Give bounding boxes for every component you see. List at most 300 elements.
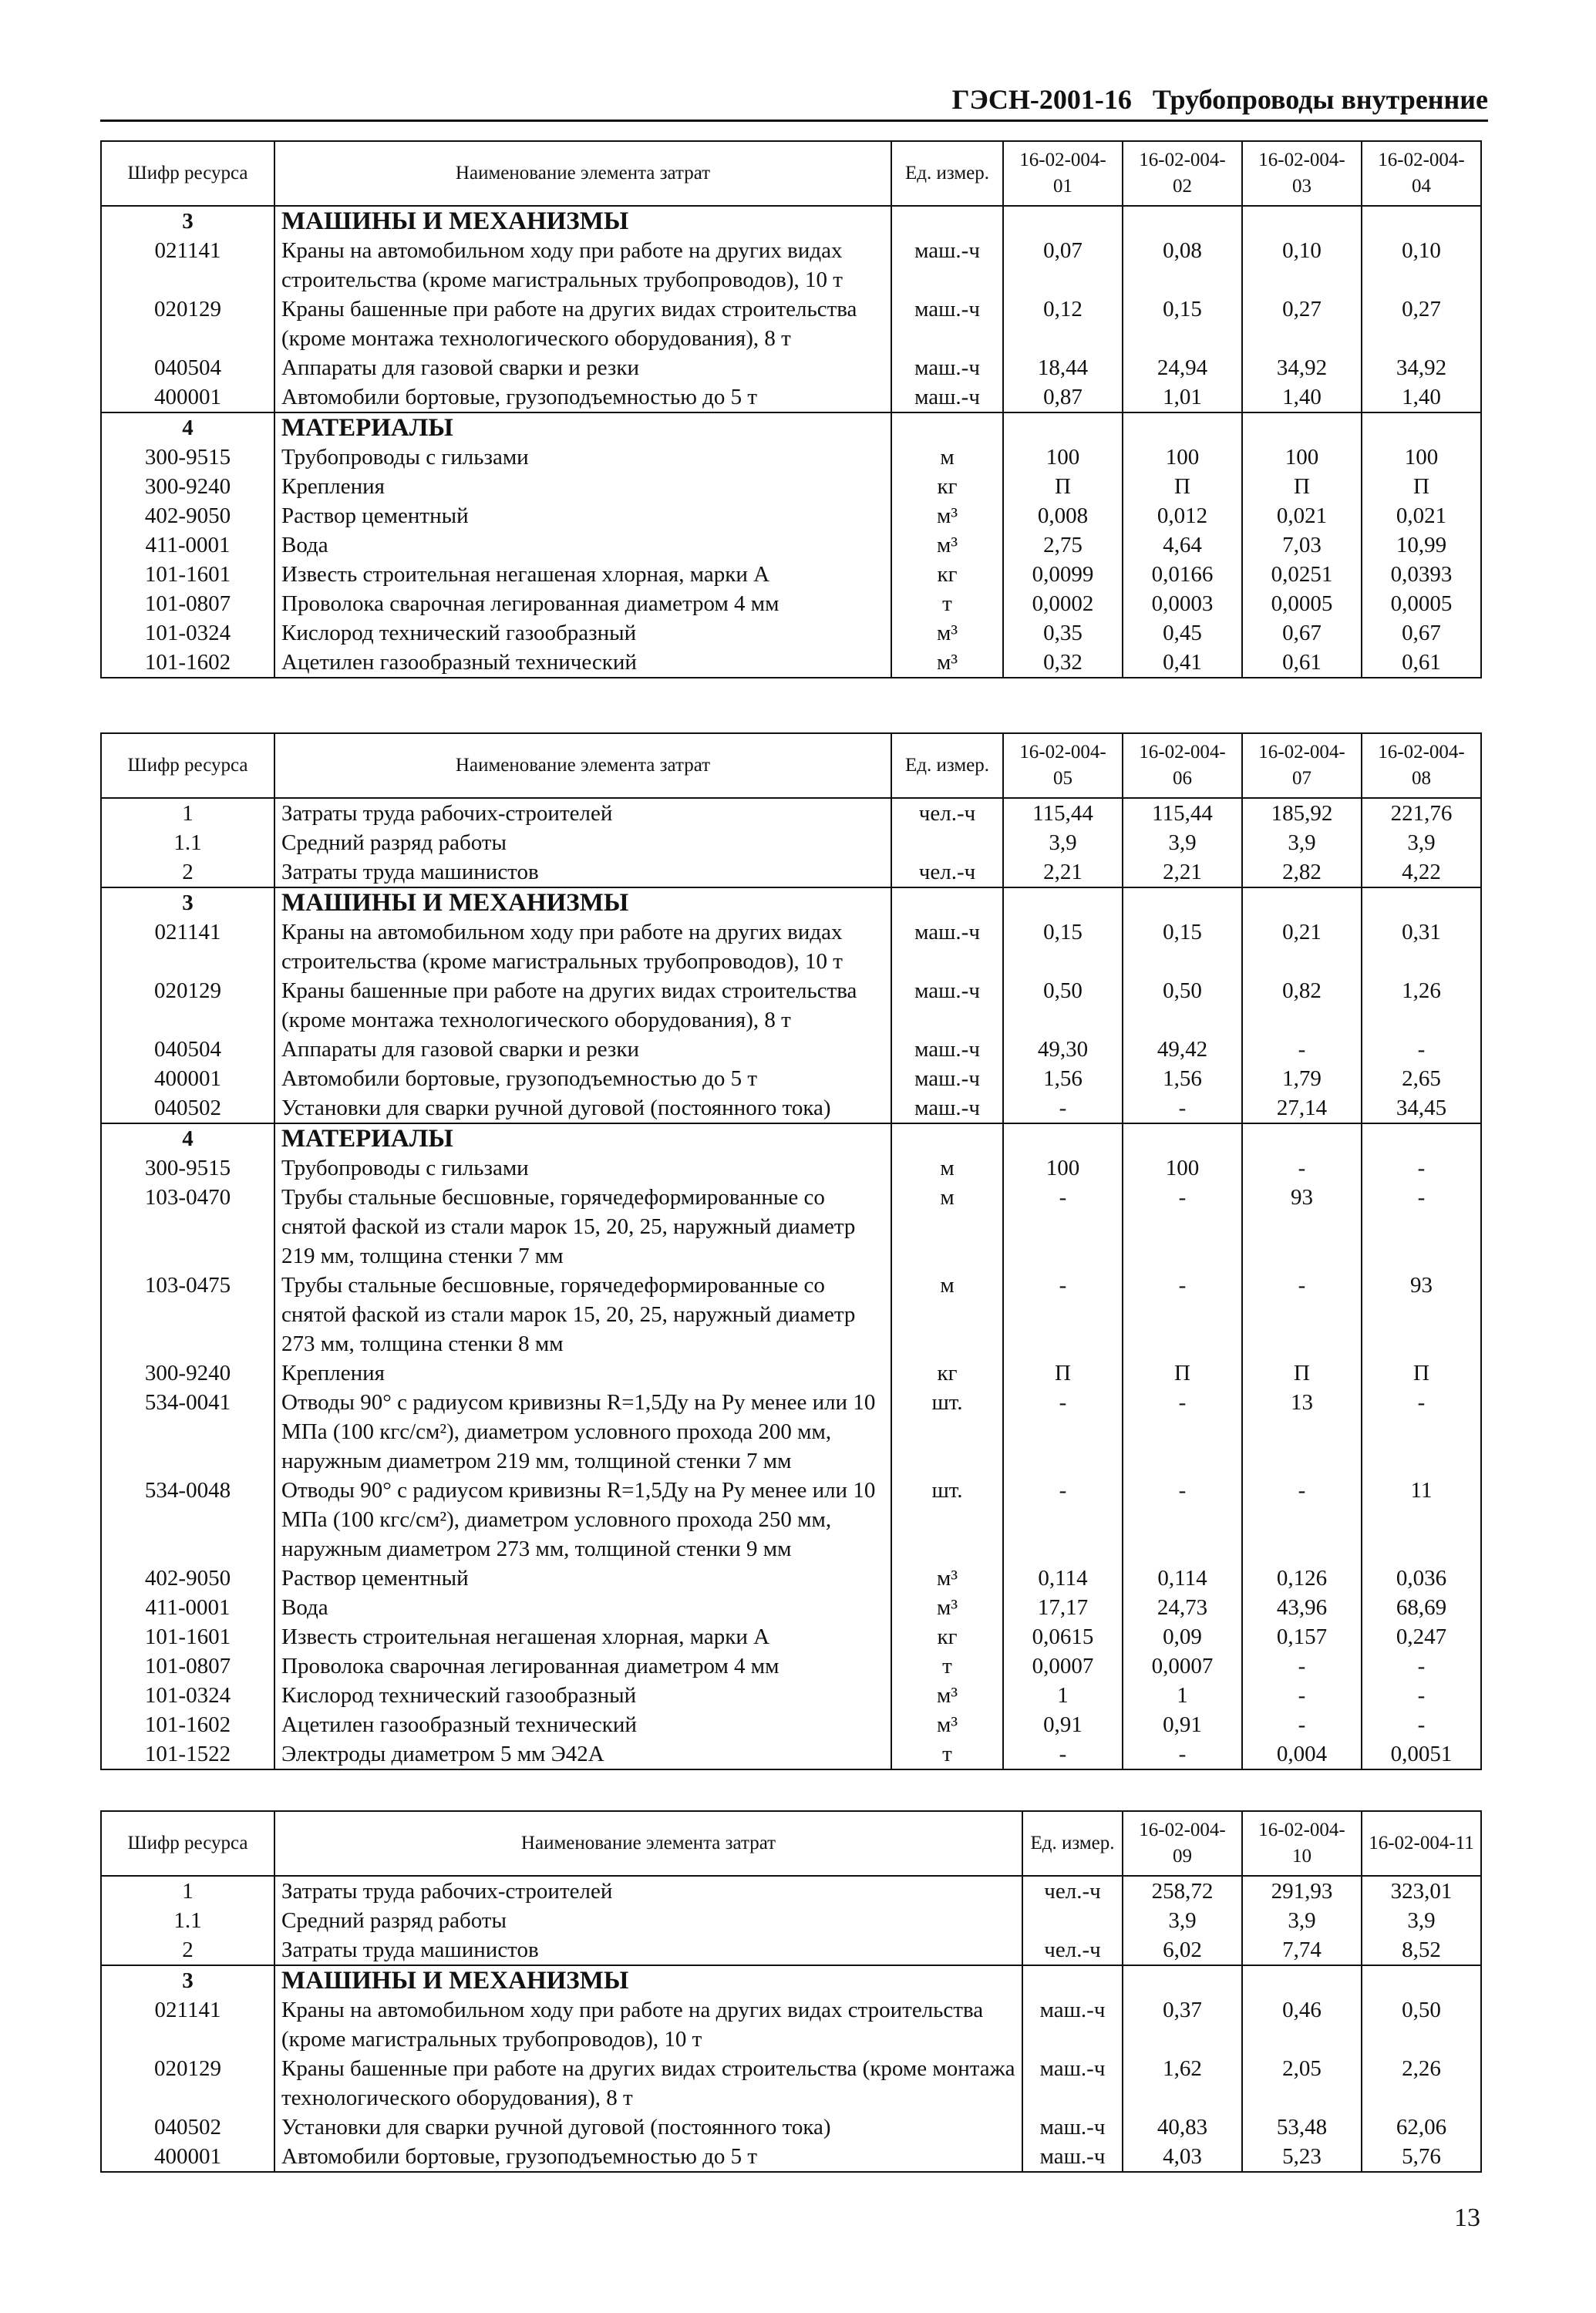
value-cell: 0,0002 <box>1003 589 1123 618</box>
value-cell: 0,67 <box>1362 618 1481 648</box>
value-cell: 0,15 <box>1123 917 1242 976</box>
value-cell: 3,9 <box>1362 828 1481 857</box>
value-cell: 0,0003 <box>1123 589 1242 618</box>
unit-cell: чел.-ч <box>891 857 1003 887</box>
value-cell: - <box>1242 1681 1362 1710</box>
column-header-norm: 16-02-004-03 <box>1242 141 1362 206</box>
resource-name: Краны на автомобильном ходу при работе на других видах строительства (кроме магистральных трубопроводов), 10 т <box>274 917 891 976</box>
value-cell: 0,45 <box>1123 618 1242 648</box>
table-row <box>101 353 1481 382</box>
unit-cell: маш.-ч <box>891 295 1003 353</box>
value-cell: 53,48 <box>1242 2113 1362 2142</box>
value-cell: 5,76 <box>1362 2142 1481 2172</box>
table-row <box>101 1153 1481 1183</box>
resource-code: 3 <box>101 1965 274 1995</box>
table-row <box>101 1935 1481 1965</box>
value-cell: 11 <box>1362 1476 1481 1564</box>
unit-cell <box>891 1123 1003 1153</box>
value-cell: - <box>1362 1183 1481 1271</box>
unit-cell: шт. <box>891 1476 1003 1564</box>
value-cell: 0,31 <box>1362 917 1481 976</box>
section-row <box>101 206 1481 236</box>
resource-code: 534-0041 <box>101 1388 274 1476</box>
value-cell: 17,17 <box>1003 1593 1123 1622</box>
resource-code: 101-0807 <box>101 1651 274 1681</box>
resource-name: Аппараты для газовой сварки и резки <box>274 353 891 382</box>
resource-name: Трубы стальные бесшовные, горячедеформированные со снятой фаской из стали марок 15, 20, 25, наружный диаметр 219 мм, толщина стенки 7 мм <box>274 1183 891 1271</box>
value-cell <box>1003 412 1123 443</box>
resource-code: 400001 <box>101 2142 274 2172</box>
table-row <box>101 1995 1481 2054</box>
value-cell: 0,35 <box>1003 618 1123 648</box>
value-cell: 0,27 <box>1242 295 1362 353</box>
value-cell: 0,41 <box>1123 648 1242 678</box>
resource-code: 2 <box>101 857 274 887</box>
unit-cell: т <box>891 1739 1003 1769</box>
value-cell: - <box>1003 1093 1123 1123</box>
value-cell: 100 <box>1242 443 1362 472</box>
value-cell: П <box>1003 472 1123 501</box>
resource-name: Краны на автомобильном ходу при работе на других видах строительства (кроме магистральных трубопроводов), 10 т <box>274 236 891 295</box>
table-row <box>101 1739 1481 1769</box>
value-cell: 0,15 <box>1003 917 1123 976</box>
resource-code: 4 <box>101 1123 274 1153</box>
table-row <box>101 2142 1481 2172</box>
unit-cell: маш.-ч <box>1022 2113 1123 2142</box>
resource-name: Трубопроводы с гильзами <box>274 443 891 472</box>
document-code: ГЭСН-2001-16 <box>951 84 1132 115</box>
value-cell: 0,87 <box>1003 382 1123 412</box>
value-cell: - <box>1362 1153 1481 1183</box>
resource-name: Проволока сварочная легированная диаметром 4 мм <box>274 1651 891 1681</box>
section-row <box>101 1123 1481 1153</box>
value-cell <box>1003 887 1123 917</box>
value-cell: 0,247 <box>1362 1622 1481 1651</box>
value-cell: 0,126 <box>1242 1564 1362 1593</box>
resource-name: Затраты труда машинистов <box>274 1935 1022 1965</box>
unit-cell: кг <box>891 1622 1003 1651</box>
resource-table-3 <box>100 1810 1482 2173</box>
section-title: МАШИНЫ И МЕХАНИЗМЫ <box>274 1965 1022 1995</box>
resource-code: 400001 <box>101 382 274 412</box>
resource-name: Краны башенные при работе на других видах строительства (кроме монтажа технологического оборудования), 8 т <box>274 2054 1022 2113</box>
value-cell: 0,004 <box>1242 1739 1362 1769</box>
table-row <box>101 857 1481 887</box>
resource-name: Крепления <box>274 472 891 501</box>
value-cell: - <box>1003 1271 1123 1359</box>
column-header-norm: 16-02-004-05 <box>1003 733 1123 798</box>
value-cell: 291,93 <box>1242 1876 1362 1906</box>
value-cell: 7,03 <box>1242 530 1362 560</box>
value-cell: - <box>1362 1681 1481 1710</box>
unit-cell: м <box>891 1271 1003 1359</box>
value-cell: 93 <box>1362 1271 1481 1359</box>
unit-cell: м³ <box>891 530 1003 560</box>
resource-code: 1 <box>101 798 274 828</box>
value-cell: 62,06 <box>1362 2113 1481 2142</box>
unit-cell: кг <box>891 560 1003 589</box>
value-cell: 0,0007 <box>1123 1651 1242 1681</box>
value-cell: - <box>1003 1183 1123 1271</box>
value-cell <box>1123 1965 1242 1995</box>
value-cell: 2,82 <box>1242 857 1362 887</box>
resource-code: 402-9050 <box>101 501 274 530</box>
value-cell: 0,07 <box>1003 236 1123 295</box>
column-header-name: Наименование элемента затрат <box>274 733 891 798</box>
value-cell <box>1123 1123 1242 1153</box>
value-cell: 115,44 <box>1123 798 1242 828</box>
table-row <box>101 976 1481 1035</box>
value-cell: 6,02 <box>1123 1935 1242 1965</box>
resource-code: 101-0324 <box>101 618 274 648</box>
resource-code: 020129 <box>101 295 274 353</box>
value-cell: 258,72 <box>1123 1876 1242 1906</box>
resource-code: 040504 <box>101 1035 274 1064</box>
column-header-code: Шифр ресурса <box>101 1811 274 1876</box>
resource-name: Раствор цементный <box>274 1564 891 1593</box>
resource-code: 101-0324 <box>101 1681 274 1710</box>
column-header-norm: 16-02-004-02 <box>1123 141 1242 206</box>
value-cell: 0,82 <box>1242 976 1362 1035</box>
value-cell: 34,92 <box>1362 353 1481 382</box>
unit-cell <box>891 412 1003 443</box>
resource-code: 040502 <box>101 2113 274 2142</box>
table-row <box>101 382 1481 412</box>
unit-cell: маш.-ч <box>891 382 1003 412</box>
unit-cell <box>891 828 1003 857</box>
value-cell: 40,83 <box>1123 2113 1242 2142</box>
resource-name: Краны башенные при работе на других видах строительства (кроме монтажа технологического оборудования), 8 т <box>274 976 891 1035</box>
value-cell: - <box>1242 1651 1362 1681</box>
value-cell: - <box>1242 1271 1362 1359</box>
value-cell: 0,021 <box>1242 501 1362 530</box>
value-cell: 10,99 <box>1362 530 1481 560</box>
value-cell: 49,42 <box>1123 1035 1242 1064</box>
value-cell: 100 <box>1123 443 1242 472</box>
column-header-norm: 16-02-004-04 <box>1362 141 1481 206</box>
column-header-name: Наименование элемента затрат <box>274 141 891 206</box>
unit-cell: т <box>891 589 1003 618</box>
value-cell <box>1362 887 1481 917</box>
resource-name: Установки для сварки ручной дуговой (постоянного тока) <box>274 1093 891 1123</box>
section-row <box>101 412 1481 443</box>
value-cell: 0,08 <box>1123 236 1242 295</box>
resource-code: 101-1522 <box>101 1739 274 1769</box>
table-row <box>101 560 1481 589</box>
value-cell: 0,10 <box>1362 236 1481 295</box>
table-row <box>101 1681 1481 1710</box>
resource-code: 400001 <box>101 1064 274 1093</box>
table-row <box>101 236 1481 295</box>
resource-name: Кислород технический газообразный <box>274 618 891 648</box>
resource-code: 300-9240 <box>101 1359 274 1388</box>
unit-cell: маш.-ч <box>891 1035 1003 1064</box>
table-row <box>101 1035 1481 1064</box>
value-cell <box>1362 1965 1481 1995</box>
value-cell: 1 <box>1003 1681 1123 1710</box>
column-header-norm: 16-02-004-08 <box>1362 733 1481 798</box>
resource-name: Автомобили бортовые, грузоподъемностью до 5 т <box>274 382 891 412</box>
value-cell: 1,79 <box>1242 1064 1362 1093</box>
unit-cell: чел.-ч <box>1022 1935 1123 1965</box>
table-row <box>101 648 1481 678</box>
value-cell: 0,09 <box>1123 1622 1242 1651</box>
table-header <box>101 1811 1481 1876</box>
value-cell: 1,01 <box>1123 382 1242 412</box>
value-cell <box>1003 1123 1123 1153</box>
value-cell: - <box>1242 1035 1362 1064</box>
column-header-code: Шифр ресурса <box>101 733 274 798</box>
column-header-unit: Ед. измер. <box>891 733 1003 798</box>
value-cell: 68,69 <box>1362 1593 1481 1622</box>
resource-code: 020129 <box>101 2054 274 2113</box>
value-cell: 0,036 <box>1362 1564 1481 1593</box>
resource-name: Вода <box>274 530 891 560</box>
value-cell: 0,0099 <box>1003 560 1123 589</box>
unit-cell: кг <box>891 472 1003 501</box>
resource-name: Электроды диаметром 5 мм Э42А <box>274 1739 891 1769</box>
table-row <box>101 1593 1481 1622</box>
resource-name: Аппараты для газовой сварки и резки <box>274 1035 891 1064</box>
value-cell <box>1362 412 1481 443</box>
resource-code: 2 <box>101 1935 274 1965</box>
unit-cell: м³ <box>891 618 1003 648</box>
table-row <box>101 589 1481 618</box>
resource-code: 1.1 <box>101 1906 274 1935</box>
value-cell: 0,157 <box>1242 1622 1362 1651</box>
table-row <box>101 443 1481 472</box>
value-cell: 0,0393 <box>1362 560 1481 589</box>
resource-code: 101-1602 <box>101 1710 274 1739</box>
resource-name: Краны башенные при работе на других видах строительства (кроме монтажа технологического оборудования), 8 т <box>274 295 891 353</box>
resource-name: Проволока сварочная легированная диаметром 4 мм <box>274 589 891 618</box>
value-cell: 3,9 <box>1242 1906 1362 1935</box>
unit-cell: маш.-ч <box>1022 2142 1123 2172</box>
resource-code: 300-9515 <box>101 443 274 472</box>
resource-code: 3 <box>101 206 274 236</box>
value-cell <box>1123 412 1242 443</box>
resource-code: 534-0048 <box>101 1476 274 1564</box>
value-cell: 0,008 <box>1003 501 1123 530</box>
unit-cell: маш.-ч <box>1022 1995 1123 2054</box>
resource-name: Ацетилен газообразный технический <box>274 648 891 678</box>
value-cell: 0,27 <box>1362 295 1481 353</box>
value-cell: - <box>1003 1476 1123 1564</box>
value-cell: 49,30 <box>1003 1035 1123 1064</box>
unit-cell: маш.-ч <box>891 236 1003 295</box>
table-row <box>101 917 1481 976</box>
unit-cell: чел.-ч <box>1022 1876 1123 1906</box>
section-row <box>101 1965 1481 1995</box>
value-cell: П <box>1362 1359 1481 1388</box>
section-title: МАШИНЫ И МЕХАНИЗМЫ <box>274 206 891 236</box>
value-cell: 3,9 <box>1123 1906 1242 1935</box>
unit-cell: м³ <box>891 1564 1003 1593</box>
value-cell: 4,03 <box>1123 2142 1242 2172</box>
value-cell: - <box>1362 1651 1481 1681</box>
unit-cell: м <box>891 443 1003 472</box>
value-cell: 0,0051 <box>1362 1739 1481 1769</box>
value-cell: 0,12 <box>1003 295 1123 353</box>
value-cell: 1,26 <box>1362 976 1481 1035</box>
unit-cell <box>1022 1965 1123 1995</box>
value-cell: П <box>1123 1359 1242 1388</box>
value-cell: П <box>1362 472 1481 501</box>
table-row <box>101 501 1481 530</box>
value-cell <box>1242 887 1362 917</box>
page-number: 13 <box>1454 2204 1480 2232</box>
value-cell: 1,62 <box>1123 2054 1242 2113</box>
column-header-norm: 16-02-004-07 <box>1242 733 1362 798</box>
value-cell: 27,14 <box>1242 1093 1362 1123</box>
value-cell: - <box>1242 1476 1362 1564</box>
value-cell: 0,91 <box>1003 1710 1123 1739</box>
value-cell: 2,65 <box>1362 1064 1481 1093</box>
value-cell: 18,44 <box>1003 353 1123 382</box>
value-cell: 0,0005 <box>1242 589 1362 618</box>
value-cell: 8,52 <box>1362 1935 1481 1965</box>
value-cell <box>1242 206 1362 236</box>
value-cell: 0,0007 <box>1003 1651 1123 1681</box>
unit-cell: м³ <box>891 648 1003 678</box>
section-title: МАТЕРИАЛЫ <box>274 1123 891 1153</box>
resource-code: 4 <box>101 412 274 443</box>
value-cell: 24,94 <box>1123 353 1242 382</box>
resource-table-2 <box>100 732 1482 1770</box>
unit-cell: шт. <box>891 1388 1003 1476</box>
value-cell: 3,9 <box>1123 828 1242 857</box>
table-row <box>101 2054 1481 2113</box>
resource-name: Крепления <box>274 1359 891 1388</box>
value-cell: 13 <box>1242 1388 1362 1476</box>
value-cell: - <box>1003 1388 1123 1476</box>
document-title: Трубопроводы внутренние <box>1152 84 1488 115</box>
resource-name: Трубы стальные бесшовные, горячедеформированные со снятой фаской из стали марок 15, 20, 25, наружный диаметр 273 мм, толщина стенки 8 мм <box>274 1271 891 1359</box>
value-cell: 3,9 <box>1242 828 1362 857</box>
table-header <box>101 141 1481 206</box>
value-cell: 7,74 <box>1242 1935 1362 1965</box>
value-cell: 221,76 <box>1362 798 1481 828</box>
resource-name: Кислород технический газообразный <box>274 1681 891 1710</box>
value-cell: 2,21 <box>1123 857 1242 887</box>
value-cell: 0,32 <box>1003 648 1123 678</box>
value-cell: - <box>1362 1710 1481 1739</box>
value-cell: 0,50 <box>1123 976 1242 1035</box>
value-cell <box>1123 887 1242 917</box>
value-cell: 34,45 <box>1362 1093 1481 1123</box>
section-title: МАТЕРИАЛЫ <box>274 412 891 443</box>
resource-code: 300-9515 <box>101 1153 274 1183</box>
unit-cell: маш.-ч <box>891 353 1003 382</box>
value-cell: 0,10 <box>1242 236 1362 295</box>
unit-cell: м <box>891 1153 1003 1183</box>
value-cell: 323,01 <box>1362 1876 1481 1906</box>
value-cell: 1 <box>1123 1681 1242 1710</box>
table-row <box>101 472 1481 501</box>
value-cell: 1,56 <box>1003 1064 1123 1093</box>
resource-name: Затраты труда рабочих-строителей <box>274 1876 1022 1906</box>
table-row <box>101 1064 1481 1093</box>
resource-code: 402-9050 <box>101 1564 274 1593</box>
value-cell: - <box>1362 1035 1481 1064</box>
unit-cell: кг <box>891 1359 1003 1388</box>
value-cell: - <box>1242 1153 1362 1183</box>
value-cell: П <box>1242 1359 1362 1388</box>
table-row <box>101 1651 1481 1681</box>
table-row <box>101 1359 1481 1388</box>
unit-cell: м³ <box>891 1593 1003 1622</box>
value-cell: 0,46 <box>1242 1995 1362 2054</box>
unit-cell: м³ <box>891 1681 1003 1710</box>
table-row <box>101 1876 1481 1906</box>
value-cell: - <box>1123 1476 1242 1564</box>
unit-cell: м³ <box>891 501 1003 530</box>
value-cell: 0,37 <box>1123 1995 1242 2054</box>
unit-cell: маш.-ч <box>891 1093 1003 1123</box>
value-cell <box>1242 412 1362 443</box>
value-cell: 3,9 <box>1003 828 1123 857</box>
unit-cell <box>891 206 1003 236</box>
resource-name: Ацетилен газообразный технический <box>274 1710 891 1739</box>
column-header-norm: 16-02-004-01 <box>1003 141 1123 206</box>
value-cell: 0,114 <box>1123 1564 1242 1593</box>
value-cell <box>1242 1965 1362 1995</box>
unit-cell: маш.-ч <box>1022 2054 1123 2113</box>
value-cell: 0,21 <box>1242 917 1362 976</box>
resource-code: 021141 <box>101 236 274 295</box>
value-cell: 0,114 <box>1003 1564 1123 1593</box>
value-cell: 1,56 <box>1123 1064 1242 1093</box>
table-row <box>101 1564 1481 1593</box>
resource-name: Средний разряд работы <box>274 1906 1022 1935</box>
unit-cell: т <box>891 1651 1003 1681</box>
value-cell: 2,75 <box>1003 530 1123 560</box>
value-cell: 0,61 <box>1362 648 1481 678</box>
resource-code: 1.1 <box>101 828 274 857</box>
value-cell: 100 <box>1003 1153 1123 1183</box>
resource-name: Вода <box>274 1593 891 1622</box>
table-row <box>101 1093 1481 1123</box>
unit-cell <box>1022 1906 1123 1935</box>
resource-name: Отводы 90° с радиусом кривизны R=1,5Ду на Ру менее или 10 МПа (100 кгс/см²), диаметром условного прохода 250 мм, наружным диаметром 273 мм, толщиной стенки 9 мм <box>274 1476 891 1564</box>
table-row <box>101 1388 1481 1476</box>
column-header-code: Шифр ресурса <box>101 141 274 206</box>
resource-code: 411-0001 <box>101 530 274 560</box>
section-row <box>101 887 1481 917</box>
table-row <box>101 1906 1481 1935</box>
resource-table-1 <box>100 140 1482 678</box>
resource-code: 101-1601 <box>101 560 274 589</box>
value-cell: 185,92 <box>1242 798 1362 828</box>
resource-name: Трубопроводы с гильзами <box>274 1153 891 1183</box>
unit-cell: чел.-ч <box>891 798 1003 828</box>
resource-name: Известь строительная негашеная хлорная, марки А <box>274 1622 891 1651</box>
resource-code: 021141 <box>101 1995 274 2054</box>
value-cell: 2,26 <box>1362 2054 1481 2113</box>
value-cell: 0,61 <box>1242 648 1362 678</box>
value-cell: 2,05 <box>1242 2054 1362 2113</box>
column-header-name: Наименование элемента затрат <box>274 1811 1022 1876</box>
value-cell: 5,23 <box>1242 2142 1362 2172</box>
resource-name: Раствор цементный <box>274 501 891 530</box>
resource-name: Отводы 90° с радиусом кривизны R=1,5Ду на Ру менее или 10 МПа (100 кгс/см²), диаметром условного прохода 200 мм, наружным диаметром 219 мм, толщиной стенки 7 мм <box>274 1388 891 1476</box>
column-header-norm: 16-02-004-09 <box>1123 1811 1242 1876</box>
value-cell: П <box>1242 472 1362 501</box>
resource-code: 103-0475 <box>101 1271 274 1359</box>
value-cell: 1,40 <box>1242 382 1362 412</box>
table-row <box>101 1271 1481 1359</box>
value-cell: - <box>1123 1271 1242 1359</box>
